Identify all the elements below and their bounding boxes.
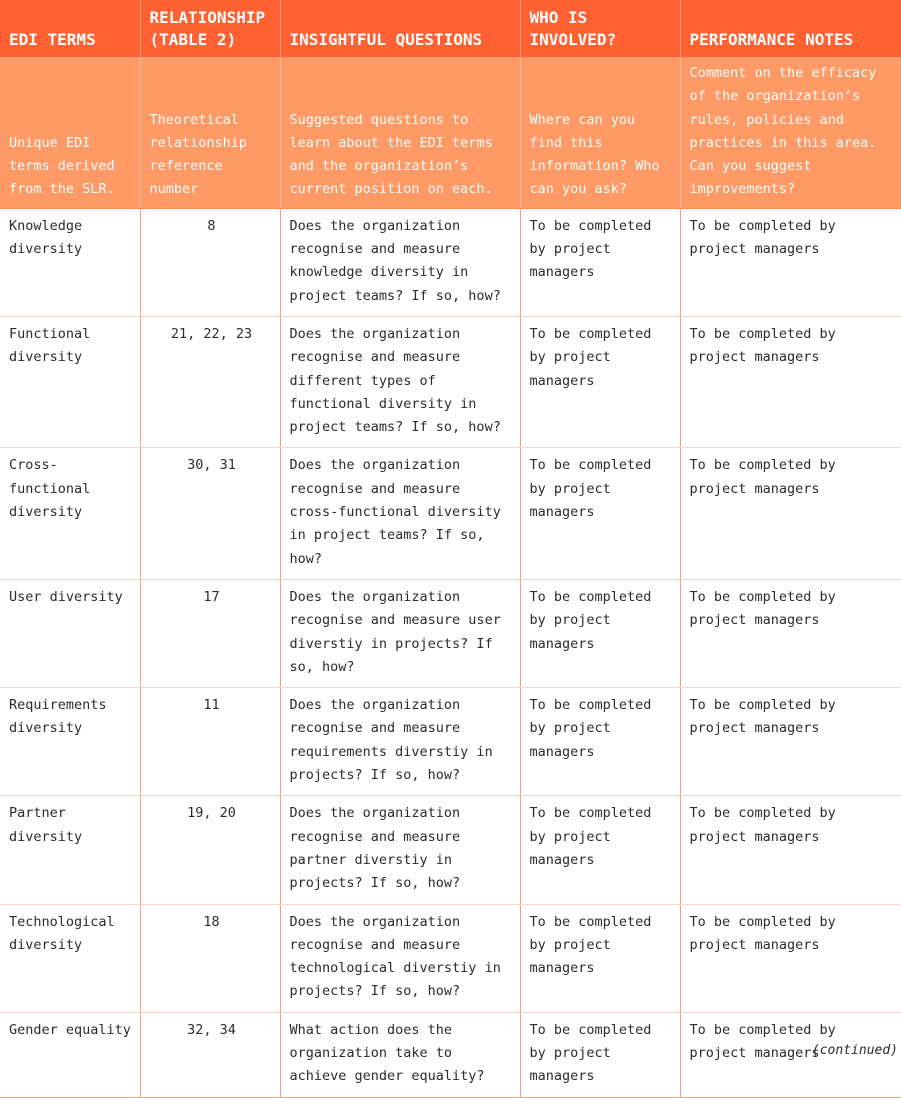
header-who-is-involved: WHO IS INVOLVED? bbox=[520, 0, 680, 58]
cell-relationship: 17 bbox=[140, 579, 280, 687]
cell-term: Functional diversity bbox=[0, 316, 140, 447]
cell-term: Cross-functional diversity bbox=[0, 448, 140, 579]
table-row bbox=[0, 688, 901, 796]
cell-who: To be completed by project managers bbox=[520, 1012, 680, 1097]
cell-notes: To be completed by project managers bbox=[680, 316, 901, 447]
table-row bbox=[0, 316, 901, 447]
cell-relationship: 11 bbox=[140, 688, 280, 796]
continued-note: (continued) bbox=[811, 1043, 898, 1058]
header-performance-notes: PERFORMANCE NOTES bbox=[680, 0, 901, 58]
cell-notes: To be completed by project managers bbox=[680, 208, 901, 316]
cell-question: Does the organization recognise and measure different types of functional diversity in project teams? If so, how? bbox=[280, 316, 520, 447]
cell-notes: To be completed by project managers bbox=[680, 796, 901, 904]
cell-relationship: 32, 34 bbox=[140, 1012, 280, 1097]
cell-question: Does the organization recognise and measure partner diverstiy in projects? If so, how? bbox=[280, 796, 520, 904]
cell-who: To be completed by project managers bbox=[520, 904, 680, 1012]
cell-question: Does the organization recognise and measure user diverstiy in projects? If so, how? bbox=[280, 579, 520, 687]
subheader-who-is-involved: Where can you find this information? Who can you ask? bbox=[520, 58, 680, 209]
cell-who: To be completed by project managers bbox=[520, 688, 680, 796]
table-row bbox=[0, 448, 901, 579]
cell-term: Requirements diversity bbox=[0, 688, 140, 796]
cell-who: To be completed by project managers bbox=[520, 796, 680, 904]
cell-who: To be completed by project managers bbox=[520, 579, 680, 687]
cell-question: Does the organization recognise and measure cross-functional diversity in project teams? If so, how? bbox=[280, 448, 520, 579]
header-insightful-questions: INSIGHTFUL QUESTIONS bbox=[280, 0, 520, 58]
cell-question: Does the organization recognise and measure technological diverstiy in projects? If so, how? bbox=[280, 904, 520, 1012]
subheader-insightful-questions: Suggested questions to learn about the EDI terms and the organization’s current position on each. bbox=[280, 58, 520, 209]
cell-term: Technological diversity bbox=[0, 904, 140, 1012]
cell-term: Knowledge diversity bbox=[0, 208, 140, 316]
cell-term: Gender equality bbox=[0, 1012, 140, 1097]
table-row bbox=[0, 1012, 901, 1097]
cell-notes: To be completed by project managers bbox=[680, 1012, 901, 1097]
cell-relationship: 21, 22, 23 bbox=[140, 316, 280, 447]
table-row bbox=[0, 208, 901, 316]
table-row bbox=[0, 904, 901, 1012]
cell-who: To be completed by project managers bbox=[520, 208, 680, 316]
cell-relationship: 8 bbox=[140, 208, 280, 316]
cell-question: What action does the organization take to achieve gender equality? bbox=[280, 1012, 520, 1097]
cell-relationship: 30, 31 bbox=[140, 448, 280, 579]
cell-notes: To be completed by project managers bbox=[680, 579, 901, 687]
cell-relationship: 18 bbox=[140, 904, 280, 1012]
header-relationship: RELATIONSHIP (TABLE 2) bbox=[140, 0, 280, 58]
subheader-edi-terms: Unique EDI terms derived from the SLR. bbox=[0, 58, 140, 209]
cell-question: Does the organization recognise and measure knowledge diversity in project teams? If so, how? bbox=[280, 208, 520, 316]
cell-who: To be completed by project managers bbox=[520, 316, 680, 447]
table-row bbox=[0, 579, 901, 687]
cell-who: To be completed by project managers bbox=[520, 448, 680, 579]
cell-notes: To be completed by project managers bbox=[680, 904, 901, 1012]
cell-question: Does the organization recognise and measure requirements diverstiy in projects? If so, how? bbox=[280, 688, 520, 796]
cell-relationship: 19, 20 bbox=[140, 796, 280, 904]
cell-notes: To be completed by project managers bbox=[680, 688, 901, 796]
subheader-relationship: Theoretical relationship reference number bbox=[140, 58, 280, 209]
header-edi-terms: EDI TERMS bbox=[0, 0, 140, 58]
cell-term: Partner diversity bbox=[0, 796, 140, 904]
table-row bbox=[0, 796, 901, 904]
header-row bbox=[0, 0, 901, 58]
cell-term: User diversity bbox=[0, 579, 140, 687]
subheader-row bbox=[0, 58, 901, 209]
subheader-performance-notes: Comment on the efficacy of the organization’s rules, policies and practices in this area. Can you suggest improvements? bbox=[680, 58, 901, 209]
cell-notes: To be completed by project managers bbox=[680, 448, 901, 579]
